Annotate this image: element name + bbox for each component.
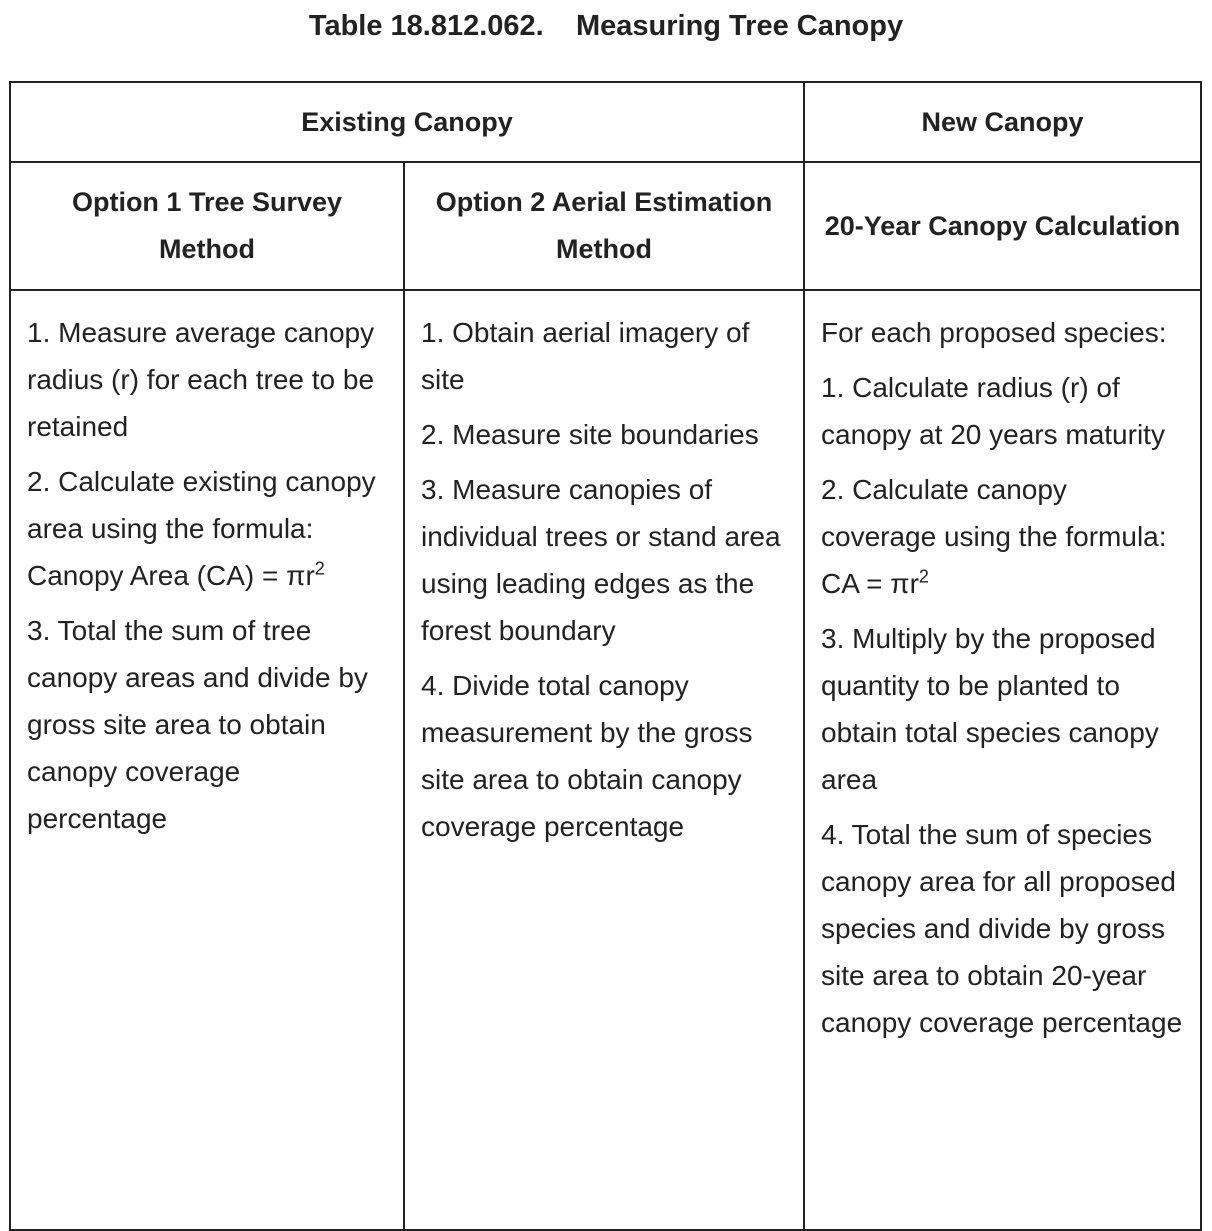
calc20-step-1: 1. Calculate radius (r) of canopy at 20 years maturity <box>821 372 1165 450</box>
option2-header: Option 2 Aerial Estimation Method <box>404 162 804 290</box>
calc20-cell <box>804 290 1201 1230</box>
calc20-step-2 <box>821 466 1184 607</box>
header-row-2 <box>10 162 1201 290</box>
option1-cell <box>10 290 404 1230</box>
option1-step-2-exponent: 2 <box>314 558 325 579</box>
new-canopy-header: New Canopy <box>804 82 1201 162</box>
option2-step-4: 4. Divide total canopy measurement by the gross site area to obtain canopy coverage percentage <box>421 670 753 842</box>
option2-step-3: 3. Measure canopies of individual trees or stand area using leading edges as the forest boundary <box>421 474 781 646</box>
calc20-step-4: 4. Total the sum of species canopy area for all proposed species and divide by gross site area to obtain 20-year canopy coverage percentage <box>821 819 1183 1038</box>
option2-cell <box>404 290 804 1230</box>
option1-step-1: 1. Measure average canopy radius (r) for each tree to be retained <box>27 317 375 442</box>
calc20-step-3: 3. Multiply by the proposed quantity to be planted to obtain total species canopy area <box>821 623 1159 795</box>
existing-canopy-header: Existing Canopy <box>10 82 804 162</box>
option1-step-2 <box>27 458 387 599</box>
calc20-step-2-text: 2. Calculate canopy coverage using the formula: CA = πr <box>821 474 1167 599</box>
option1-step-3: 3. Total the sum of tree canopy areas and divide by gross site area to obtain canopy coverage percentage <box>27 615 368 834</box>
body-row <box>10 290 1201 1230</box>
option1-header: Option 1 Tree Survey Method <box>10 162 404 290</box>
calc20-intro: For each proposed species: <box>821 317 1167 348</box>
calc20-step-2-exponent: 2 <box>918 566 929 587</box>
canopy-table <box>9 81 1202 1231</box>
calc20-header: 20-Year Canopy Calculation <box>804 162 1201 290</box>
header-row-1 <box>10 82 1201 162</box>
option2-step-2: 2. Measure site boundaries <box>421 419 759 450</box>
option1-step-2-text: 2. Calculate existing canopy area using the formula: Canopy Area (CA) = πr <box>27 466 376 591</box>
table-title: Table 18.812.062. Measuring Tree Canopy <box>308 10 904 42</box>
option2-step-1: 1. Obtain aerial imagery of site <box>421 317 750 395</box>
